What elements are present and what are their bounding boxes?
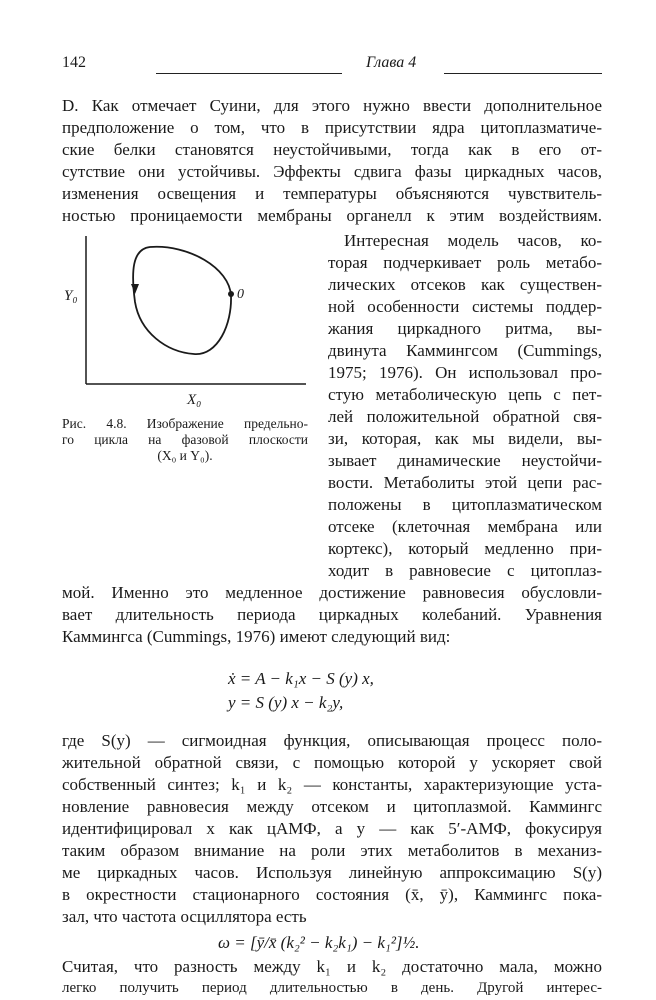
- overflow-lines: [62, 996, 602, 1000]
- text-line: ной особенностью этого осциллятора является очень малая ско-: [62, 996, 144, 999]
- equation-y: y = S (y) x − k₂y,: [228, 693, 344, 712]
- text-line: в окрестности стационарного состояния (x̄, ȳ), Каммингс пока-: [62, 885, 602, 904]
- text-line: мой. Именно это медленное достижение равновесия обусловли-: [62, 583, 602, 602]
- text-line: двинута Каммингсом (Cummings,: [328, 341, 602, 360]
- text-line: ские белки становятся неустойчивыми, тогда как в его от-: [62, 140, 602, 159]
- text-line: жительной обратной связи, с помощью которой y ускоряет свой: [62, 753, 602, 772]
- text-line: торая подчеркивает роль метабо-: [328, 253, 602, 272]
- text-line: 1975; 1976). Он использовал про-: [328, 363, 602, 382]
- text-line: зал, что частота осциллятора есть: [62, 907, 307, 926]
- text-line: вает длительность периода циркадных колебаний. Уравнения: [62, 605, 602, 624]
- text-line: сутствие они устойчивы. Эффекты сдвига фазы циркадных часов,: [62, 162, 602, 181]
- point-label: 0: [237, 287, 244, 302]
- header-rule-left: [156, 73, 342, 74]
- text-line: ной особенности системы поддер-: [328, 297, 602, 316]
- caption-line: Рис. 4.8. Изображение предельно-: [62, 416, 308, 431]
- header-rule-right: [444, 73, 602, 74]
- text-line: зывает динамические неустойчи-: [328, 451, 602, 470]
- text-line: легко получить период длительностью в день. Другой интерес-: [62, 980, 602, 996]
- text-line: предположение о том, что в присутствии ядра цитоплазматиче-: [62, 118, 602, 137]
- phase-plane-diagram: [60, 236, 308, 416]
- text-line: Каммингса (Cummings, 1976) имеют следующий вид:: [62, 627, 451, 646]
- text-line: лей положительной обратной свя-: [328, 407, 602, 426]
- y-axis-label: Y₀: [64, 288, 78, 304]
- text-line: Интересная модель часов, ко-: [344, 231, 602, 250]
- caption-line: го цикла на фазовой плоскости: [62, 432, 308, 447]
- text-line: Считая, что разность между k₁ и k₂ достаточно мала, можно: [62, 957, 602, 976]
- x-axis-label: X₀: [187, 392, 202, 408]
- text-line: отсеке (клеточная мембрана или: [328, 517, 602, 536]
- text-line: рость, с которой увеличивается его амплитуда, когда траектории: [144, 996, 228, 999]
- running-header: [62, 54, 602, 78]
- text-line: ме циркадных часов. Используя линейную аппроксимацию S(y): [62, 863, 602, 882]
- text-line: зи, которая, как мы видели, вы-: [328, 429, 602, 448]
- text-line: ходит в равновесие с цитоплаз-: [328, 561, 602, 580]
- steady-state-point: [228, 291, 234, 297]
- text-line: новление равновесия между отсеком и цитоплазмой. Каммингс: [62, 797, 602, 816]
- text-line: идентифицировал x как цАМФ, а y — как 5′-АМФ, фокусируя: [62, 819, 602, 838]
- text-line: жания циркадного ритма, вы-: [328, 319, 602, 338]
- text-line: D. Как отмечает Суини, для этого нужно ввести дополнительное: [62, 96, 602, 115]
- text-line: вости. Метаболиты этой цепи рас-: [328, 473, 602, 492]
- text-line: кортекс), который медленно при-: [328, 539, 602, 558]
- caption-line: (X₀ и Y₀).: [157, 448, 213, 463]
- text-line: лических отсеков как существен-: [328, 275, 602, 294]
- text-line: изменения освещения и температуры объясняются чувствитель-: [62, 184, 602, 203]
- limit-cycle-curve: [133, 247, 231, 354]
- text-line: где S(y) — сигмоидная функция, описывающая процесс поло-: [62, 731, 602, 750]
- text-line: таким образом внимание на роли этих метаболитов в механиз-: [62, 841, 602, 860]
- direction-arrow-icon: [131, 284, 139, 294]
- text-line: положены в цитоплазматическом: [328, 495, 602, 514]
- text-line: собственный синтез; k₁ и k₂ — константы, характеризующие уста-: [62, 775, 602, 794]
- chapter-title: Глава 4: [366, 54, 417, 71]
- limit-cycle-figure: [60, 236, 308, 416]
- text-line: стую метаболическую цепь с пет-: [328, 385, 602, 404]
- omega-formula: ω = [ȳ/x̄ (k₂² − k₂k₁) − k₁²]½.: [218, 933, 420, 952]
- text-line: ностью проницаемости мембраны органелл к этим воздействиям.: [62, 206, 602, 225]
- page-number: 142: [62, 54, 86, 71]
- equation-x: ẋ = A − k₁x − S (y) x,: [228, 669, 374, 688]
